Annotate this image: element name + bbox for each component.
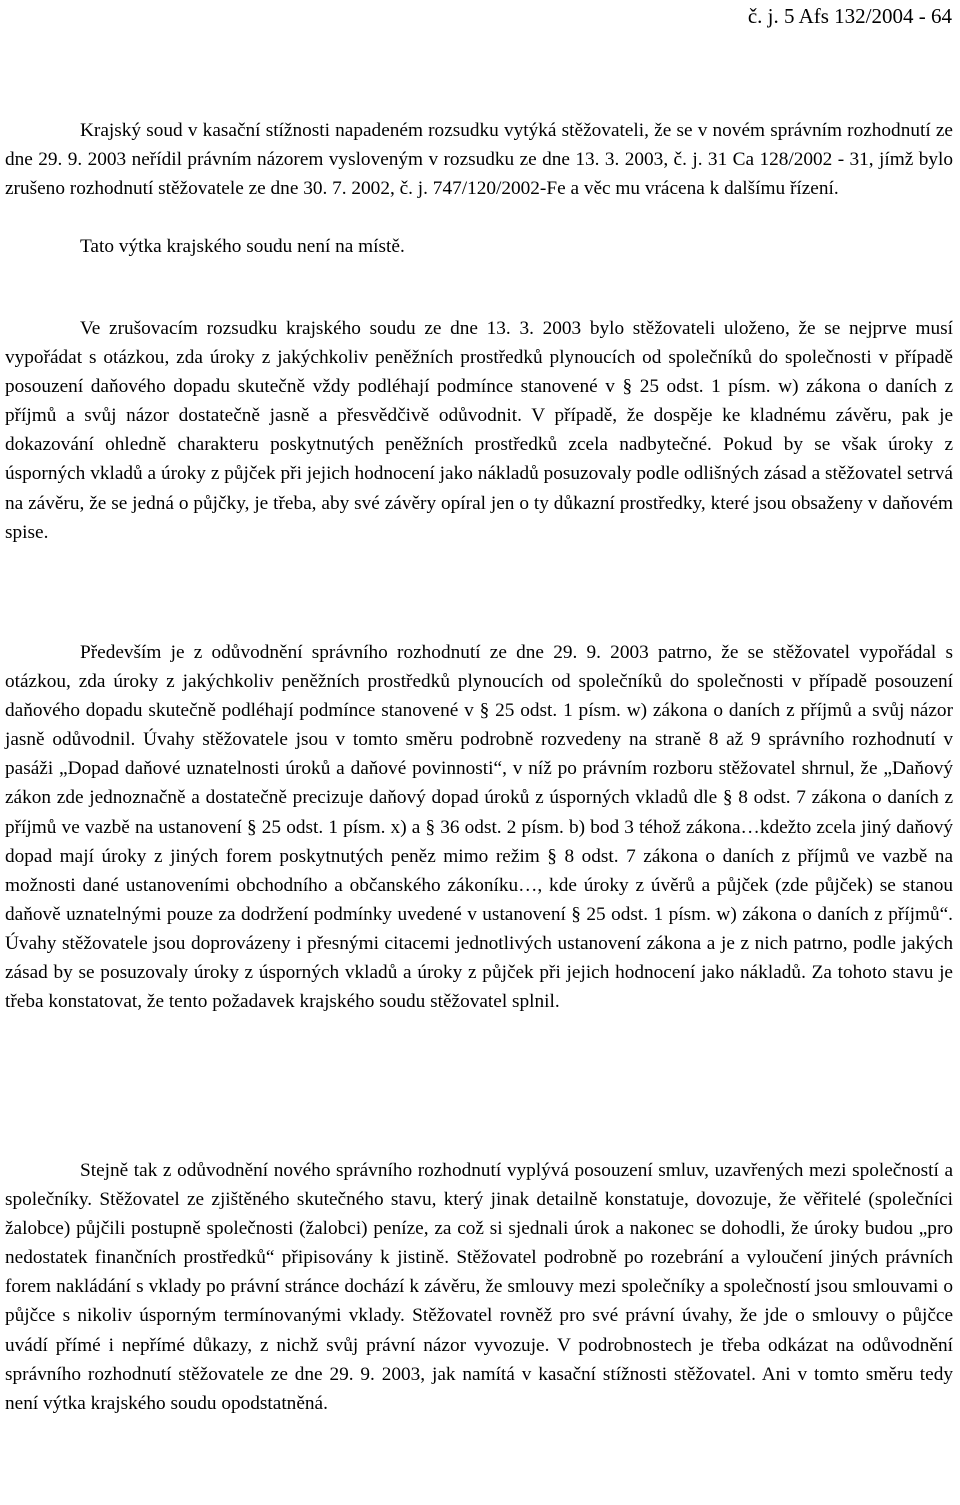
paragraph-5: Stejně tak z odůvodnění nového správního rozhodnutí vyplývá posouzení smluv, uzavřených mezi společností a společníky. Stěžovatel ze zjištěného skutečného stavu, který jinak detailně konstatuje, dovozuje, že věřitelé (společníci žalobce) půjčili postupně společnosti (žalobci) peníze, za což si sjednali úrok a nakonec se dohodli, že úroky budou „pro nedostatek finančních prostředků“ připisovány k jistině. Stěžovatel podrobně po rozebrání a vyloučení jiných právních forem nakládání s vklady po právní stránce dochází k závěru, že smlouvy mezi společníky a společností jsou smlouvami o půjčce s nikoliv úsporným termínovanými vklady. Stěžovatel rovněž pro své právní úvahy, že jde o smlouvy o půjčce uvádí přímé i nepřímé důkazy, z nichž svůj právní názor vyvozuje. V podrobnostech je třeba odkázat na odůvodnění správního rozhodnutí stěžovatele ze dne 29. 9. 2003, jak namítá v kasační stížnosti stěžovatel. Ani v tomto směru tedy není výtka krajského soudu opodstatněná. — [5, 1160, 953, 1414]
case-reference: č. j. 5 Afs 132/2004 - 64 — [747, 4, 952, 28]
paragraph-3: Ve zrušovacím rozsudku krajského soudu ze dne 13. 3. 2003 bylo stěžovateli uloženo, že se nejprve musí vypořádat s otázkou, zda úroky z jakýchkoliv peněžních prostředků plynoucích od společníků do společnosti v případě posouzení daňového dopadu skutečně vždy podléhají podmínce stanovené v § 25 odst. 1 písm. w) zákona o daních z příjmů a svůj názor dostatečně jasně a přesvědčivě odůvodnit. V případě, že dospěje ke kladnému závěru, pak je dokazování ohledně charakteru poskytnutých peněžních prostředků zcela nadbytečné. Pokud by se však úroky z úsporných vkladů a úroky z půjček při jejich hodnocení jako nákladů posuzovaly podle odlišných zásad a stěžovatel setrvá na závěru, že se jedná o půjčky, je třeba, aby své závěry opíral jen o ty důkazní prostředky, které jsou obsaženy v daňovém spise. — [5, 318, 953, 543]
paragraph-4: Především je z odůvodnění správního rozhodnutí ze dne 29. 9. 2003 patrno, že se stěžovatel vypořádal s otázkou, zda úroky z jakýchkoliv peněžních prostředků plynoucích od společníků do společnosti v případě posouzení daňového dopadu skutečně podléhají podmínce stanovené v § 25 odst. 1 písm. w) zákona o daních z příjmů a svůj názor jasně odůvodnil. Úvahy stěžovatele jsou v tomto směru podrobně rozvedeny na straně 8 až 9 správního rozhodnutí v pasáži „Dopad daňové uznatelnosti úroků a daňové povinnosti“, v níž po právním rozboru stěžovatel shrnul, že „Daňový zákon zde jednoznačně a dostatečně precizuje daňový dopad úroků z úsporných vkladů dle § 8 odst. 7 zákona o daních z příjmů ve vazbě na ustanovení § 25 odst. 1 písm. x) a § 36 odst. 2 písm. b) bod 3 téhož zákona…kdežto zcela jiný daňový dopad mají úroky z jiných forem poskytnutých peněz mimo režim § 8 odst. 7 zákona o daních z příjmů ve vazbě na možnosti dané ustanoveními obchodního a občanského zákoníku…, kde úroky z úvěrů a půjček (zde půjček) se stanou daňově uznatelnými pouze za dodržení podmínky uvedené v ustanovení § 25 odst. 1 písm. w) zákona o daních z příjmů“. Úvahy stěžovatele jsou doprovázeny i přesnými citacemi jednotlivých ustanovení zákona a je z nich patrno, podle jakých zásad by se posuzovaly úroky z úsporných vkladů a úroky z půjček při jejich hodnocení jako nákladů. Za tohoto stavu je třeba konstatovat, že tento požadavek krajského soudu stěžovatel splnil. — [5, 642, 953, 1013]
paragraph-1: Krajský soud v kasační stížnosti napadeném rozsudku vytýká stěžovateli, že se v novém správním rozhodnutí ze dne 29. 9. 2003 neřídil právním názorem vysloveným v rozsudku ze dne 13. 3. 2003, č. j. 31 Ca 128/2002 - 31, jímž bylo zrušeno rozhodnutí stěžovatele ze dne 30. 7. 2002, č. j. 747/120/2002-Fe a věc mu vrácena k dalšímu řízení. — [5, 120, 953, 200]
paragraph-2: Tato výtka krajského soudu není na místě. — [80, 236, 405, 257]
